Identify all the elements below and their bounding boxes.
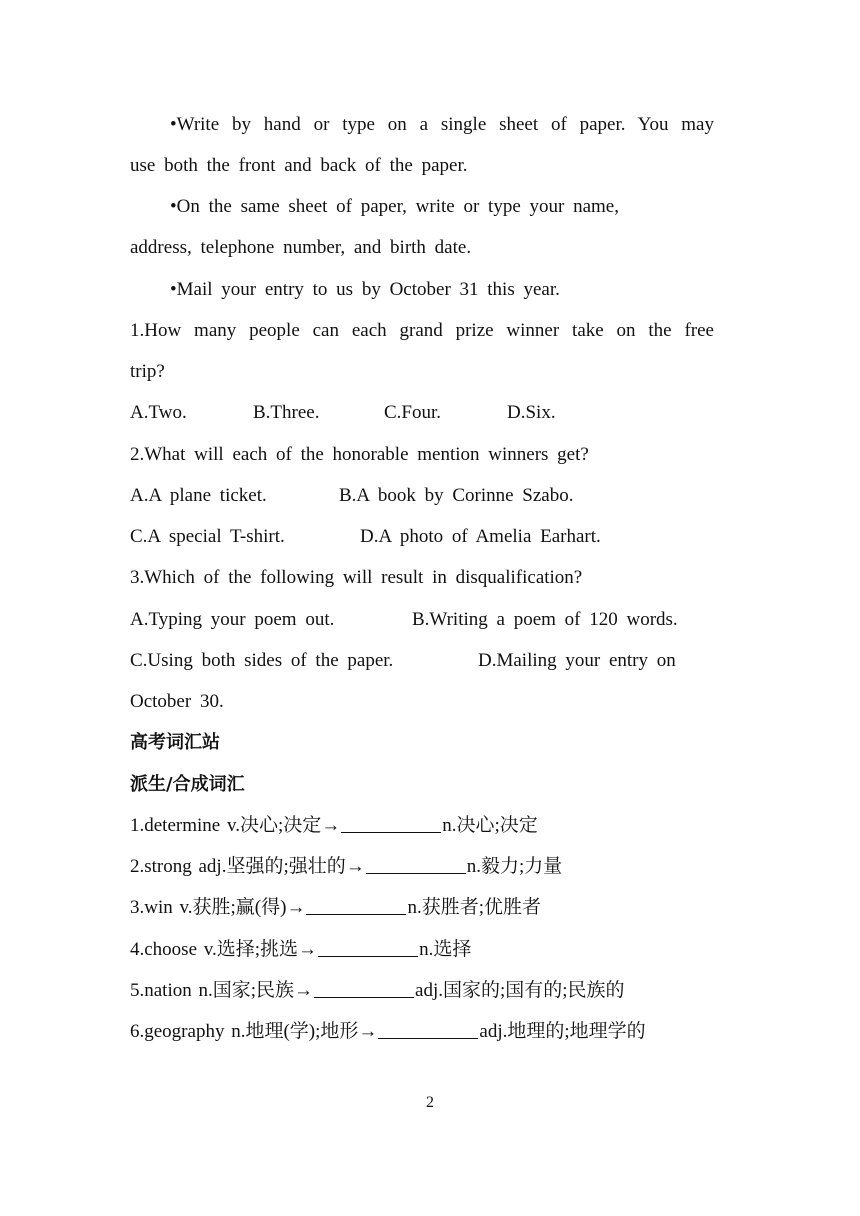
vocab-target: n.决心;决定 bbox=[442, 815, 538, 836]
vocab-word: 4.choose v.选择;挑选→ bbox=[130, 939, 318, 960]
option-a: A.Typing your poem out. bbox=[130, 609, 335, 630]
answer-blank[interactable] bbox=[341, 814, 441, 833]
rule-3: •Mail your entry to us by October 31 this year. bbox=[170, 279, 560, 300]
vocab-target: n.毅力;力量 bbox=[466, 856, 563, 877]
question-3-stem: 3.Which of the following will result in disqualification? bbox=[130, 567, 583, 588]
answer-blank[interactable] bbox=[306, 896, 406, 915]
question-2-options-row-2 bbox=[130, 523, 714, 551]
option-c: C.A special T-shirt. bbox=[130, 526, 285, 547]
rule-2-line-2: address, telephone number, and birth date. bbox=[130, 237, 472, 258]
option-b: B.Three. bbox=[253, 402, 320, 423]
question-2-stem: 2.What will each of the honorable mention winners get? bbox=[130, 444, 589, 465]
question-3-option-d-continued: October 30. bbox=[130, 691, 224, 712]
question-1-stem-line-2: trip? bbox=[130, 361, 165, 382]
vocab-item bbox=[130, 894, 714, 922]
vocab-target: n.获胜者;优胜者 bbox=[407, 897, 541, 918]
option-b: B.Writing a poem of 120 words. bbox=[412, 609, 678, 630]
rule-1-line-1: •Write by hand or type on a single sheet of paper. You may bbox=[170, 114, 714, 135]
subsection-title: 派生/合成词汇 bbox=[130, 774, 245, 795]
question-3-options-row-1 bbox=[130, 606, 714, 634]
vocab-word: 1.determine v.决心;决定→ bbox=[130, 815, 341, 836]
vocab-target: adj.地理的;地理学的 bbox=[479, 1021, 646, 1042]
section-title: 高考词汇站 bbox=[130, 732, 220, 753]
option-d: D.A photo of Amelia Earhart. bbox=[360, 526, 601, 547]
question-1-stem-line-1: 1.How many people can each grand prize winner take on the free bbox=[130, 320, 714, 341]
vocab-target: n.选择 bbox=[419, 939, 472, 960]
question-3-options-row-2 bbox=[130, 647, 714, 675]
option-d: D.Six. bbox=[507, 402, 556, 423]
answer-blank[interactable] bbox=[366, 855, 466, 874]
question-2-options-row-1 bbox=[130, 482, 714, 510]
option-c: C.Four. bbox=[384, 402, 442, 423]
vocab-item bbox=[130, 977, 714, 1005]
vocab-target: adj.国家的;国有的;民族的 bbox=[415, 980, 625, 1001]
option-b: B.A book by Corinne Szabo. bbox=[339, 485, 574, 506]
page-number: 2 bbox=[426, 1094, 434, 1111]
question-1-options bbox=[130, 399, 714, 427]
rule-1-line-2: use both the front and back of the paper. bbox=[130, 155, 468, 176]
option-c: C.Using both sides of the paper. bbox=[130, 650, 394, 671]
vocab-word: 3.win v.获胜;赢(得)→ bbox=[130, 897, 306, 918]
answer-blank[interactable] bbox=[318, 938, 418, 957]
vocab-item bbox=[130, 853, 714, 881]
vocab-item bbox=[130, 812, 714, 840]
vocab-item bbox=[130, 1018, 714, 1046]
rule-2-line-1: •On the same sheet of paper, write or type your name, bbox=[170, 196, 619, 217]
vocab-item bbox=[130, 936, 714, 964]
option-d: D.Mailing your entry on bbox=[478, 650, 676, 671]
vocab-word: 6.geography n.地理(学);地形→ bbox=[130, 1021, 378, 1042]
vocab-word: 2.strong adj.坚强的;强壮的→ bbox=[130, 856, 365, 877]
option-a: A.A plane ticket. bbox=[130, 485, 267, 506]
answer-blank[interactable] bbox=[314, 979, 414, 998]
option-a: A.Two. bbox=[130, 402, 187, 423]
vocab-word: 5.nation n.国家;民族→ bbox=[130, 980, 314, 1001]
answer-blank[interactable] bbox=[378, 1020, 478, 1039]
